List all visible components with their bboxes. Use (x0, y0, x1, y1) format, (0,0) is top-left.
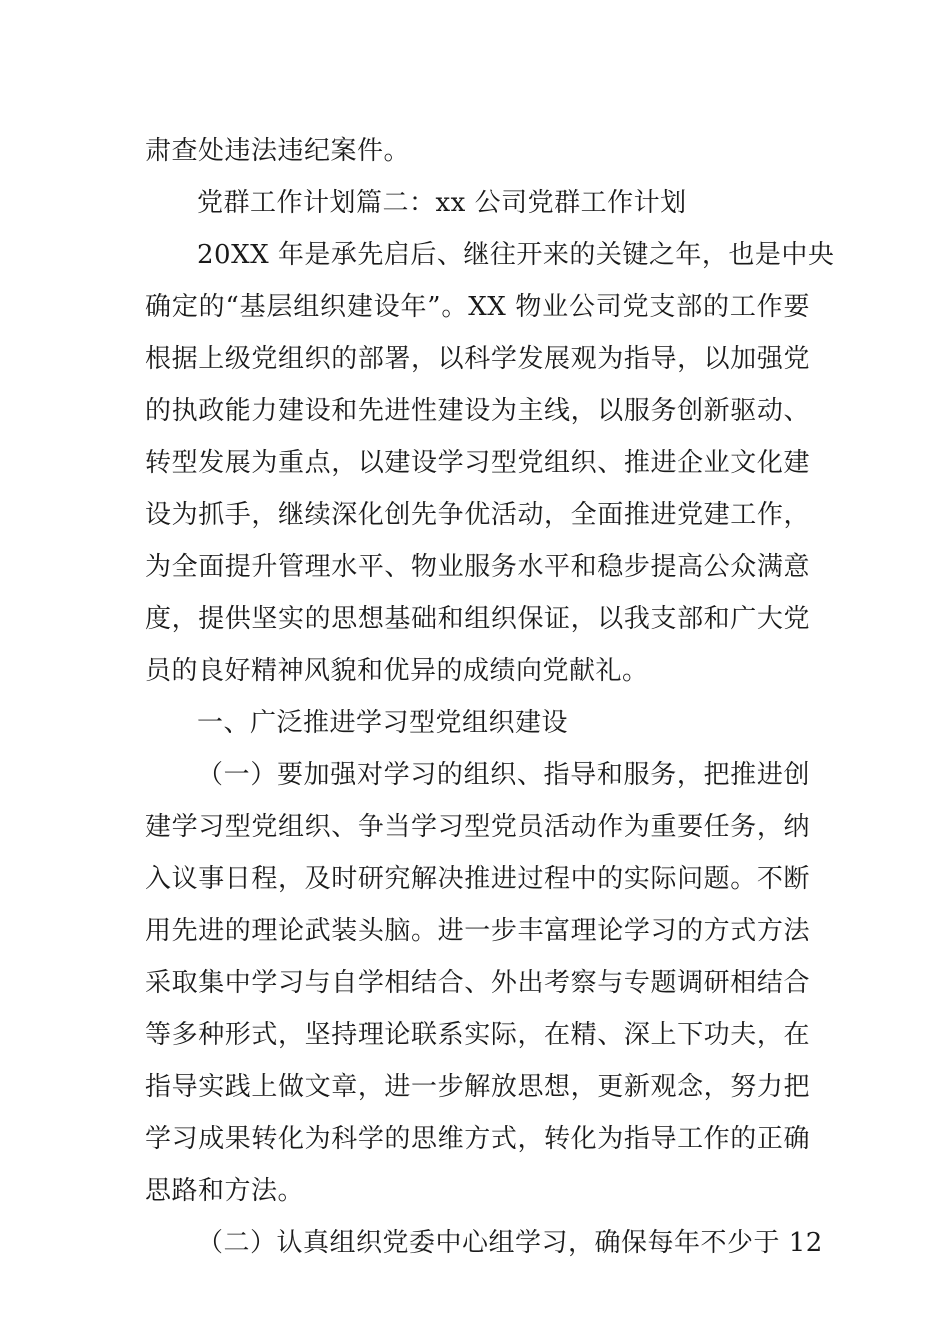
body-line: 的执政能力建设和先进性建设为主线，以服务创新驱动、 (145, 396, 810, 426)
body-line: 根据上级党组织的部署，以科学发展观为指导，以加强党 (145, 344, 810, 374)
section-heading: 党群工作计划篇二：xx 公司党群工作计划 (197, 188, 687, 218)
section-heading: 一、广泛推进学习型党组织建设 (197, 708, 569, 738)
body-line: 思路和方法。 (145, 1176, 305, 1206)
body-line: 建学习型党组织、争当学习型党员活动作为重要任务，纳 (145, 812, 810, 842)
body-line: 确定的“基层组织建设年”。XX 物业公司党支部的工作要 (145, 292, 810, 322)
body-line: 度，提供坚实的思想基础和组织保证，以我支部和广大党 (145, 604, 810, 634)
body-line: 用先进的理论武装头脑。进一步丰富理论学习的方式方法 (145, 916, 810, 946)
body-line: 设为抓手，继续深化创先争优活动，全面推进党建工作， (145, 500, 810, 530)
body-line: 采取集中学习与自学相结合、外出考察与专题调研相结合 (145, 968, 810, 998)
body-line: 转型发展为重点，以建设学习型党组织、推进企业文化建 (145, 448, 810, 478)
body-line: 指导实践上做文章，进一步解放思想，更新观念，努力把 (145, 1072, 810, 1102)
body-line: 为全面提升管理水平、物业服务水平和稳步提高公众满意 (145, 552, 810, 582)
body-line: 员的良好精神风貌和优异的成绩向党献礼。 (145, 656, 649, 686)
body-line: 入议事日程，及时研究解决推进过程中的实际问题。不断 (145, 864, 810, 894)
document-body (145, 125, 835, 1269)
body-line: 学习成果转化为科学的思维方式，转化为指导工作的正确 (145, 1124, 810, 1154)
body-line: 等多种形式，坚持理论联系实际，在精、深上下功夫，在 (145, 1020, 810, 1050)
body-line: 20XX 年是承先启后、继往开来的关键之年，也是中央 (197, 240, 835, 270)
body-line: （二）认真组织党委中心组学习，确保每年不少于 12 (197, 1228, 823, 1258)
body-line: 肃查处违法违纪案件。 (145, 136, 411, 166)
body-line: （一）要加强对学习的组织、指导和服务，把推进创 (197, 760, 810, 790)
